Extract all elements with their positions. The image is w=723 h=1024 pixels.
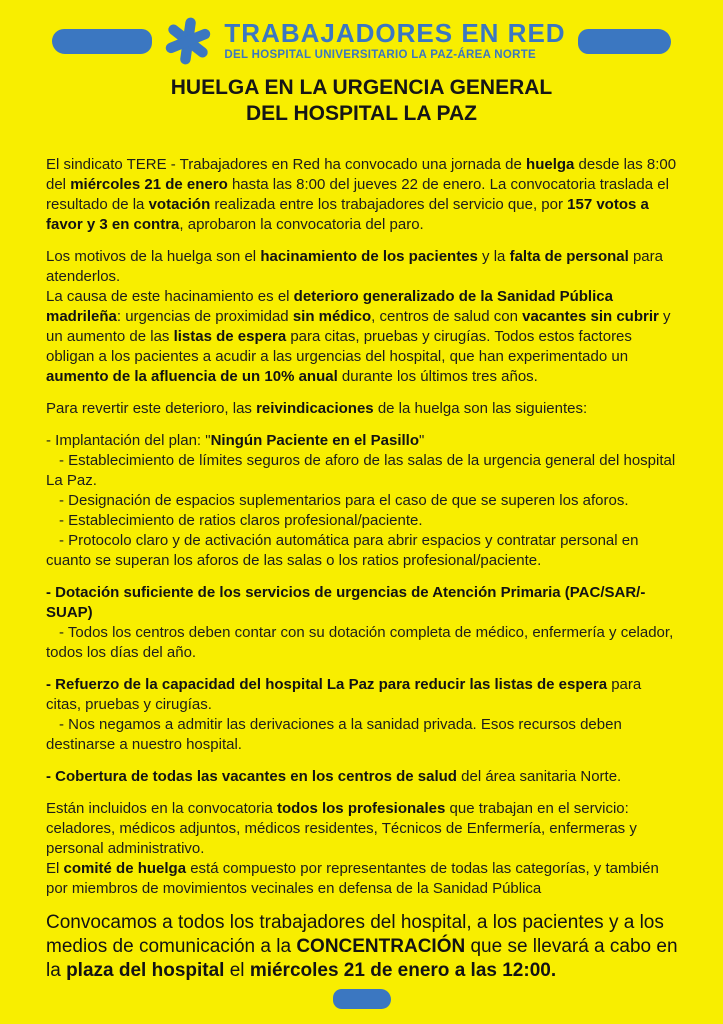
- text-run: - Designación de espacios suplementarios para el caso de que se superen los aforos.: [59, 492, 629, 510]
- text-run: listas de espera: [173, 328, 287, 346]
- text-run: huelga: [526, 156, 575, 174]
- text-run: - Refuerzo de la capacidad del hospital La Paz para reducir las listas de espera: [46, 676, 608, 694]
- text-run: del área sanitaria Norte.: [456, 768, 622, 786]
- text-run: que se llevará a cabo en la: [46, 936, 678, 982]
- text-run: vacantes sin cubrir: [522, 308, 659, 326]
- text-run: , aprobaron la convocatoria del paro.: [179, 216, 424, 234]
- motives-paragraph: [46, 247, 679, 287]
- text-run: - Nos negamos a admitir las derivaciones a la sanidad privada. Esos recursos deben destinarse a nuestro hospital.: [46, 716, 622, 754]
- text-run: miércoles 21 de enero a las 12:00.: [249, 960, 557, 982]
- union-name: TRABAJADORES EN RED: [224, 18, 566, 48]
- text-run: realizada entre los trabajadores del servicio que, por: [210, 196, 568, 214]
- text-run: falta de personal: [509, 248, 629, 266]
- text-run: está compuesto por representantes de todas las categorías, y también por miembros de movimientos vecinales en defensa de la Sanidad Pública: [46, 860, 659, 898]
- text-run: miércoles 21 de enero: [70, 176, 228, 194]
- text-run: todos los profesionales: [276, 800, 446, 818]
- text-run: reivindicaciones: [256, 400, 374, 418]
- text-run: : urgencias de proximidad: [116, 308, 293, 326]
- demand-primary-care-sub: [46, 623, 679, 663]
- text-run: - Dotación suficiente de los servicios de urgencias de Atención Primaria (PAC/SAR/-SUAP): [46, 584, 646, 622]
- union-subtitle: DEL HOSPITAL UNIVERSITARIO LA PAZ-ÁREA NORTE: [224, 49, 536, 61]
- text-run: hacinamiento de los pacientes: [260, 248, 478, 266]
- union-logo-header: [0, 0, 723, 65]
- demand-capacity-sub: [46, 715, 679, 755]
- text-run: El sindicato TERE - Trabajadores en Red ha convocado una jornada de: [46, 156, 527, 174]
- text-run: CONCENTRACIÓN: [296, 936, 466, 958]
- asterisk-icon: [164, 17, 212, 65]
- text-run: ": [418, 432, 425, 450]
- flyer-headline: [0, 75, 723, 127]
- text-run: sin médico: [292, 308, 372, 326]
- text-run: 157 votos a favor y 3 en contra: [46, 196, 649, 234]
- text-run: La causa de este hacinamiento es el: [46, 288, 294, 306]
- text-run: - Implantación del plan: ": [46, 432, 211, 450]
- text-run: comité de huelga: [63, 860, 187, 878]
- text-run: Convocamos a todos los trabajadores del hospital, a los pacientes y a los medios de comunicación a la: [46, 912, 664, 958]
- text-run: - Establecimiento de ratios claros profesional/paciente.: [59, 512, 423, 530]
- text-run: de la huelga son las siguientes:: [373, 400, 588, 418]
- intro-paragraph: [46, 155, 679, 235]
- text-run: hasta las 8:00 del jueves 22 de enero. La convocatoria traslada el resultado de la: [46, 176, 669, 214]
- text-run: Están incluidos en la convocatoria: [46, 800, 277, 818]
- text-run: votación: [148, 196, 211, 214]
- demand-primary-care: [46, 583, 679, 623]
- demand-plan-sub-3: [46, 511, 679, 531]
- text-run: desde las 8:00 del: [46, 156, 677, 194]
- headline-line-2: DEL HOSPITAL LA PAZ: [245, 102, 477, 125]
- text-run: Los motivos de la huelga son el: [46, 248, 261, 266]
- text-run: para citas, pruebas y cirugías.: [46, 676, 642, 714]
- text-run: y la: [477, 248, 510, 266]
- headline-line-1: HUELGA EN LA URGENCIA GENERAL: [170, 76, 553, 99]
- brush-stroke-right: [578, 29, 671, 54]
- text-run: plaza del hospital: [66, 960, 225, 982]
- demand-plan: [46, 431, 679, 451]
- text-run: y un aumento de las: [46, 308, 671, 346]
- text-run: que trabajan en el servicio: celadores, médicos adjuntos, médicos residentes, Técnicos de Enfermería, enfermeras y personal administrativo.: [46, 800, 637, 858]
- call-to-action: [46, 911, 679, 983]
- text-run: el: [224, 960, 250, 982]
- scope-paragraph: [46, 799, 679, 859]
- demand-plan-sub-4: [46, 531, 679, 571]
- text-run: durante los últimos tres años.: [337, 368, 538, 386]
- demand-plan-sub-1: [46, 451, 679, 491]
- committee-paragraph: [46, 859, 679, 899]
- text-run: , centros de salud con: [371, 308, 523, 326]
- text-run: - Protocolo claro y de activación automática para abrir espacios y contratar personal en cuanto se superan los aforos de las salas o los ratios profesional/paciente.: [46, 532, 639, 570]
- demand-plan-sub-2: [46, 491, 679, 511]
- text-run: para citas, pruebas y cirugías. Todos estos factores obligan a los pacientes a acudir a las urgencias del hospital, que han experimentado un: [46, 328, 632, 366]
- text-run: - Todos los centros deben contar con su dotación completa de médico, enfermería y celador, todos los días del año.: [46, 624, 674, 662]
- text-run: deterioro generalizado de la Sanidad Pública madrileña: [46, 288, 613, 326]
- text-run: - Establecimiento de límites seguros de aforo de las salas de la urgencia general del hospital La Paz.: [46, 452, 676, 490]
- brush-stroke-left: [52, 29, 152, 54]
- demand-vacancies: [46, 767, 679, 787]
- flyer-body: [0, 141, 723, 983]
- demand-capacity: [46, 675, 679, 715]
- text-run: para atenderlos.: [46, 248, 663, 286]
- brush-stroke-bottom: [333, 989, 391, 1009]
- text-run: Para revertir este deterioro, las: [46, 400, 257, 418]
- union-logo-text: [224, 20, 565, 62]
- text-run: Ningún Paciente en el Pasillo: [210, 432, 419, 450]
- text-run: El: [46, 860, 64, 878]
- causes-paragraph: [46, 287, 679, 387]
- demands-intro: [46, 399, 679, 419]
- text-run: aumento de la afluencia de un 10% anual: [46, 368, 338, 386]
- text-run: - Cobertura de todas las vacantes en los centros de salud: [46, 768, 457, 786]
